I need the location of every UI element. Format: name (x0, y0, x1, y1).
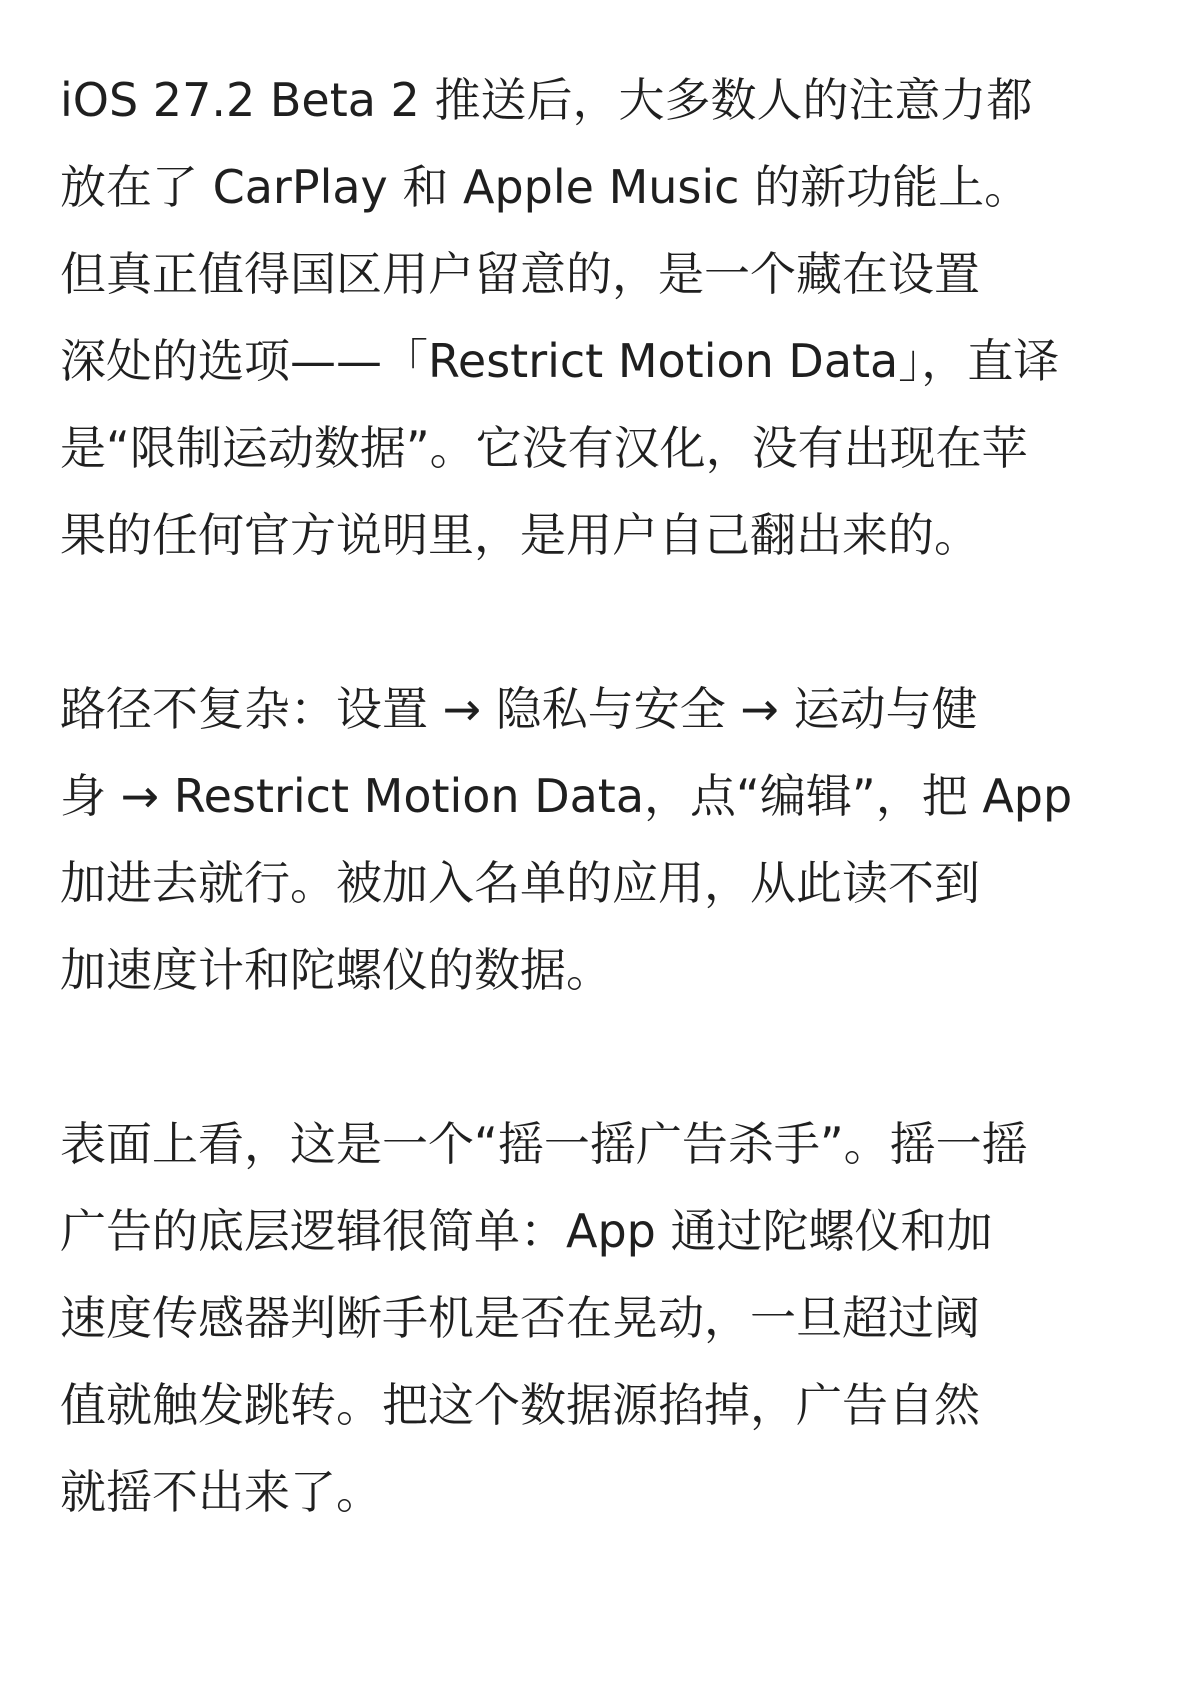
text-line: 表面上看，这是一个“摇一摇广告杀手”。摇一摇 (60, 1117, 1028, 1171)
text-line: 身 → Restrict Motion Data，点“编辑”，把 App (60, 769, 1073, 823)
text-line: 速度传感器判断手机是否在晃动，一旦超过阈 (60, 1291, 980, 1345)
text-line: 深处的选项——「Restrict Motion Data」，直译 (60, 334, 1060, 388)
paragraph-settings-path (60, 666, 1119, 1014)
text-line: 是“限制运动数据”。它没有汉化，没有出现在苹 (60, 421, 1028, 475)
paragraph-intro (60, 57, 1119, 579)
text-line: 加速度计和陀螺仪的数据。 (60, 943, 612, 997)
text-line: 路径不复杂：设置 → 隐私与安全 → 运动与健 (60, 682, 978, 736)
text-line: 广告的底层逻辑很简单：App 通过陀螺仪和加 (60, 1204, 993, 1258)
paragraph-shake-ads (60, 1101, 1119, 1536)
text-line: 但真正值得国区用户留意的，是一个藏在设置 (60, 247, 980, 301)
text-line: iOS 27.2 Beta 2 推送后，大多数人的注意力都 (60, 73, 1033, 127)
text-line: 果的任何官方说明里，是用户自己翻出来的。 (60, 508, 980, 562)
text-line: 加进去就行。被加入名单的应用，从此读不到 (60, 856, 980, 910)
text-line: 放在了 CarPlay 和 Apple Music 的新功能上。 (60, 160, 1031, 214)
text-line: 就摇不出来了。 (60, 1465, 382, 1519)
text-line: 值就触发跳转。把这个数据源掐掉，广告自然 (60, 1378, 980, 1432)
